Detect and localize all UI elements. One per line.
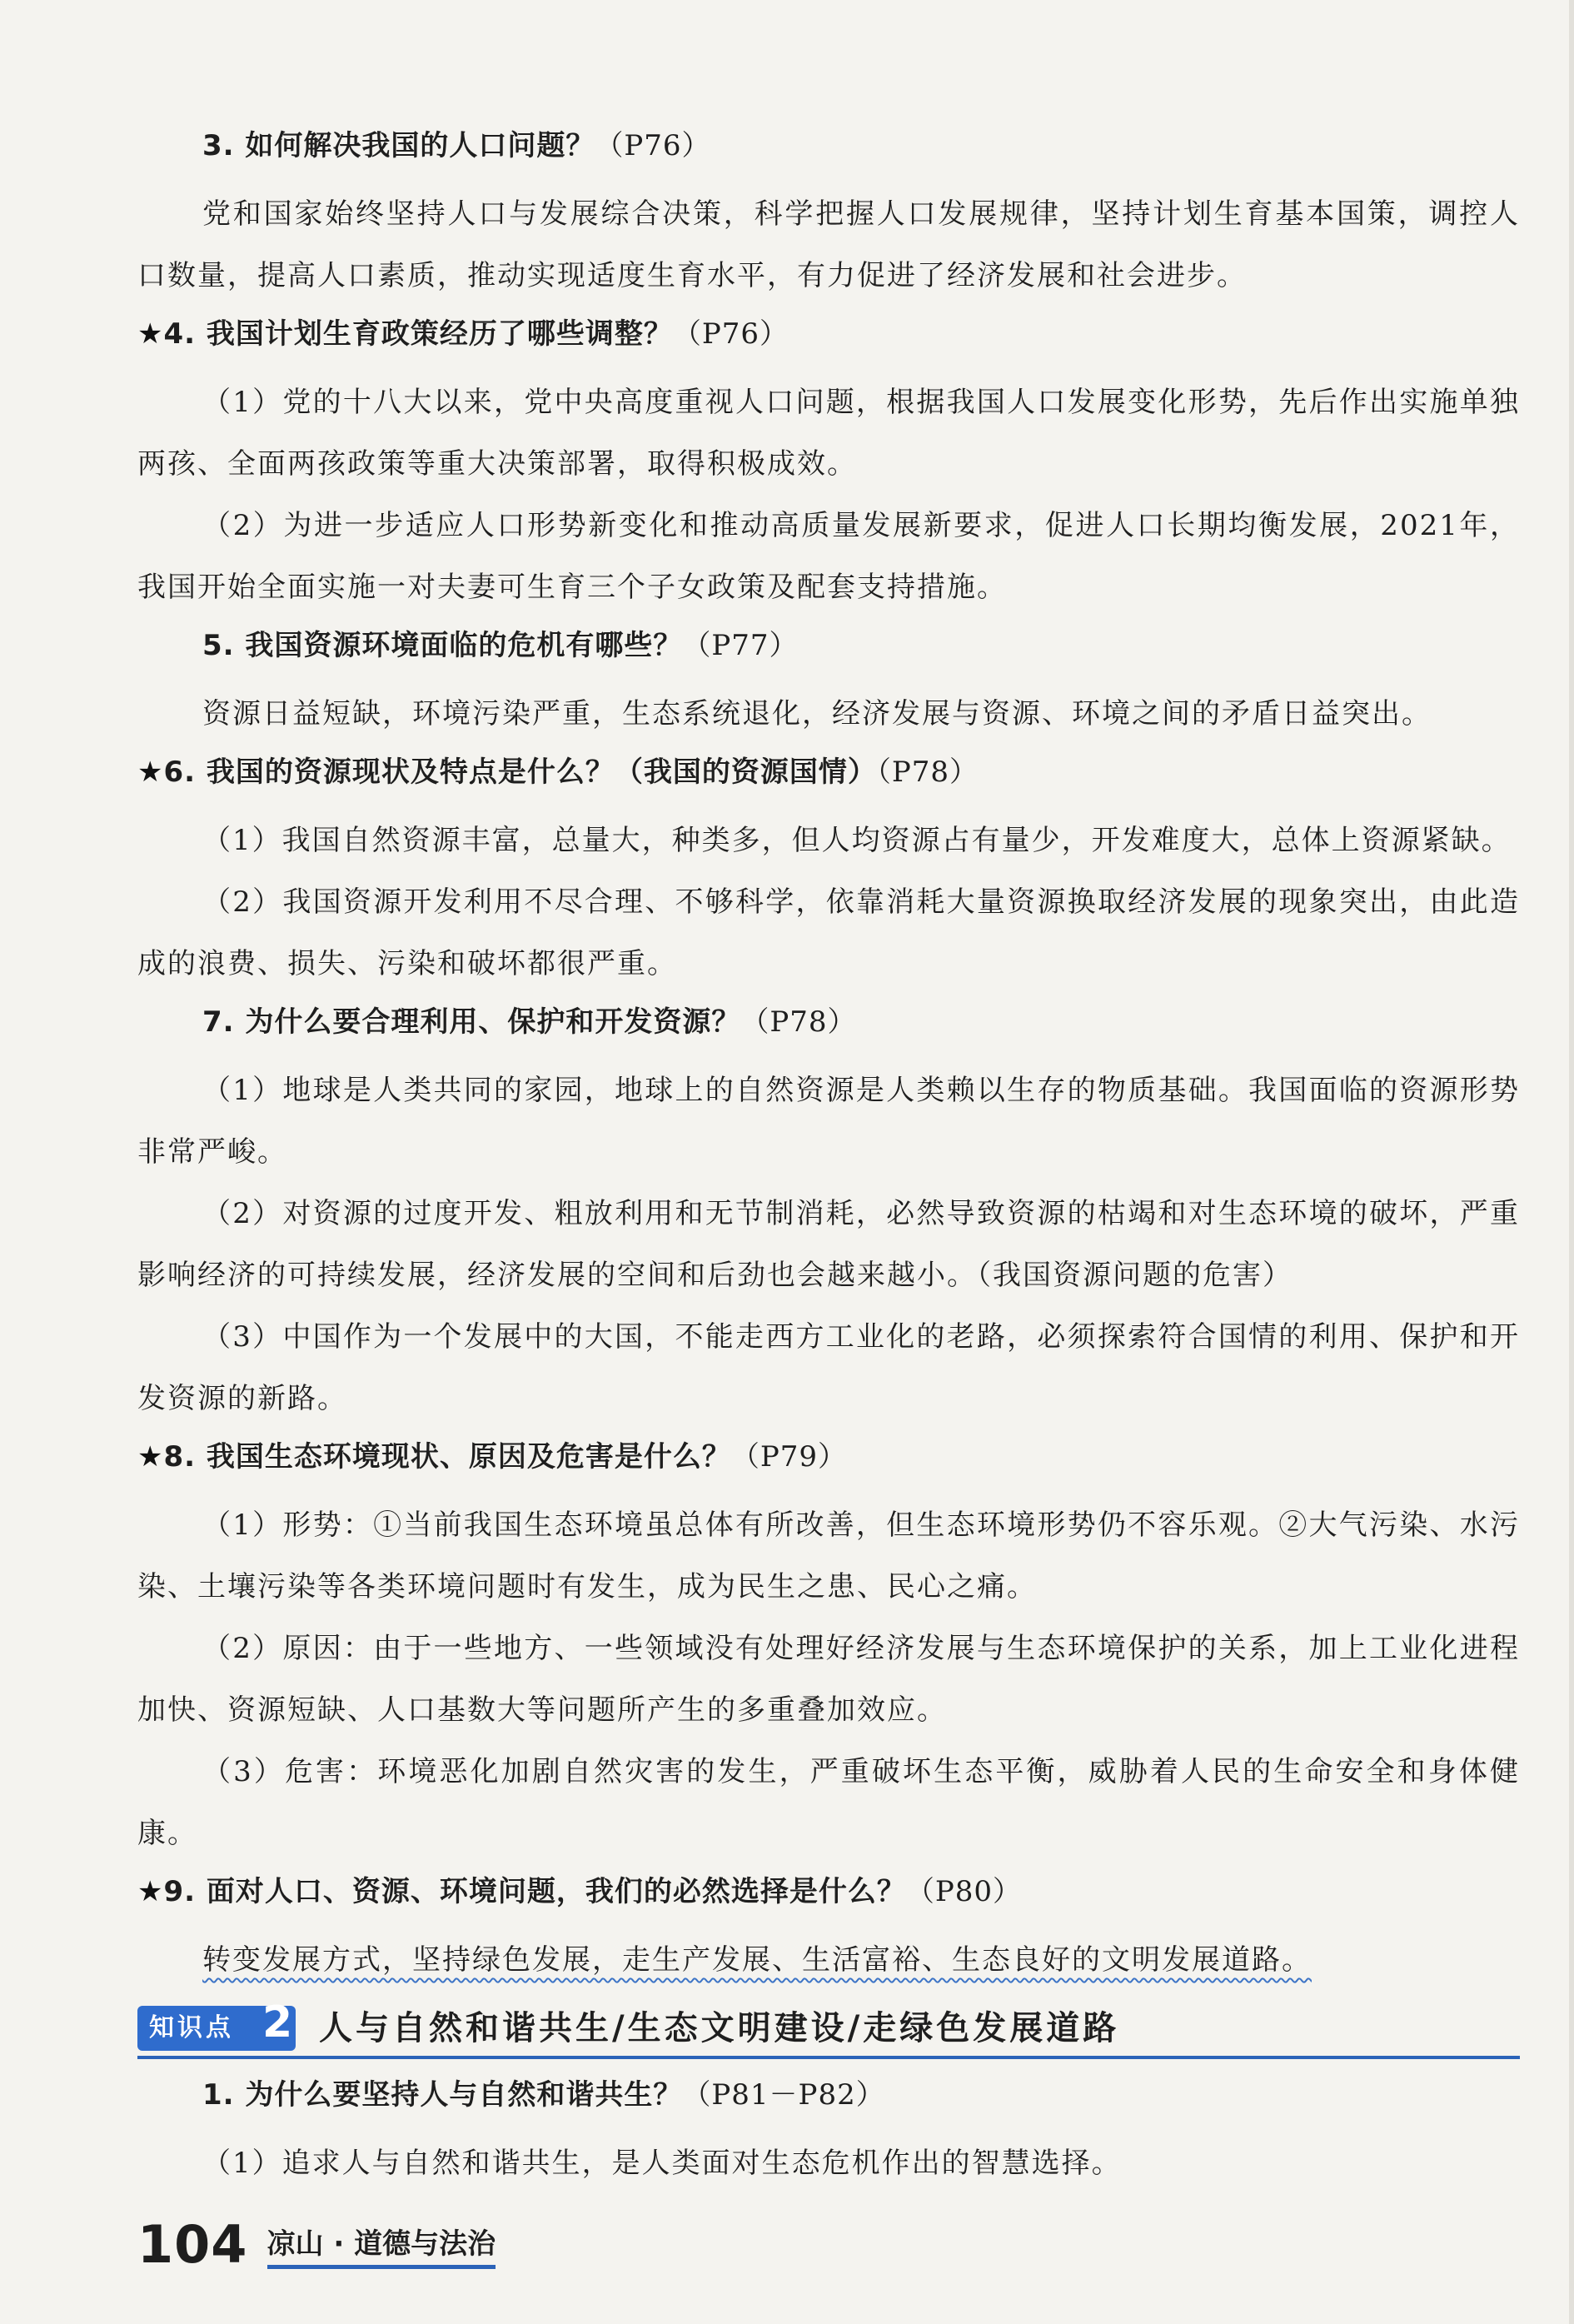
question-text: 6. 我国的资源现状及特点是什么？（我国的资源国情） (163, 756, 877, 789)
page-reference: （P78） (740, 1005, 857, 1039)
answer-paragraph: （1）追求人与自然和谐共生，是人类面对生态危机作出的智慧选择。 (202, 2147, 1122, 2180)
answer-paragraph-underlined: （1）我国自然资源丰富，总量大，种类多，但人均资源占有量少，开发难度大，总体上资源紧缺。 (202, 824, 1512, 857)
star-icon: ★ (137, 1440, 164, 1474)
star-icon: ★ (137, 756, 164, 789)
page-reference: （P79） (730, 1440, 848, 1474)
page-reference: （P77） (682, 629, 799, 662)
question-heading-9 (137, 1871, 1520, 1913)
question-heading-3 (202, 125, 1520, 167)
question-text: 4. 我国计划生育政策经历了哪些调整？ (163, 317, 673, 351)
answer-paragraph: （1）党的十八大以来，党中央高度重视人口问题，根据我国人口发展变化形势，先后作出实施单独两孩、全面两孩政策等重大决策部署，取得积极成效。 (137, 386, 1520, 481)
question-text: 3. 如何解决我国的人口问题？ (202, 129, 595, 162)
page-reference: （P81－P82） (682, 2078, 885, 2112)
question-text: 8. 我国生态环境现状、原因及危害是什么？ (163, 1440, 731, 1474)
knowledge-point-label: 知识点 (149, 2013, 234, 2042)
page-footer (137, 2216, 496, 2282)
page-reference: （P78） (876, 756, 979, 789)
page-reference: （P76） (595, 129, 711, 162)
answer-paragraph: （2）为进一步适应人口形势新变化和推动高质量发展新要求，促进人口长期均衡发展，2021年，我国开始全面实施一对夫妻可生育三个子女政策及配套支持措施。 (137, 509, 1520, 604)
question-heading-5 (202, 625, 1520, 666)
book-title: 凉山 · 道德与法治 (267, 2221, 496, 2269)
page-number: 104 (137, 2214, 248, 2275)
page-content (137, 125, 1520, 2194)
question-text: 5. 我国资源环境面临的危机有哪些？ (202, 629, 683, 662)
question-text: 1. 为什么要坚持人与自然和谐共生？ (202, 2078, 683, 2112)
page-reference: （P80） (905, 1875, 1023, 1908)
question-heading-kp2-1 (202, 2074, 1520, 2116)
knowledge-point-title: 人与自然和谐共生/生态文明建设/走绿色发展道路 (319, 2009, 1120, 2047)
knowledge-point-number: 2 (262, 1997, 293, 2047)
question-text: 7. 为什么要合理利用、保护和开发资源？ (202, 1005, 741, 1039)
question-heading-4 (137, 313, 1520, 355)
underlined-text: 转变发展方式，坚持绿色发展，走生产发展、生活富裕、生态良好的文明发展道路。 (202, 1943, 1312, 1977)
answer-paragraph: （1）形势：①当前我国生态环境虽总体有所改善，但生态环境形势仍不容乐观。②大气污染、水污染、土壤污染等各类环境问题时有发生，成为民生之患、民心之痛。 (137, 1509, 1520, 1603)
answer-paragraph: （2）对资源的过度开发、粗放利用和无节制消耗，必然导致资源的枯竭和对生态环境的破坏，严重影响经济的可持续发展，经济发展的空间和后劲也会越来越小。（我国资源问题的危害） (137, 1197, 1520, 1292)
question-heading-8 (137, 1436, 1520, 1478)
question-text: 9. 面对人口、资源、环境问题，我们的必然选择是什么？ (163, 1875, 906, 1908)
answer-paragraph: 资源日益短缺，环境污染严重，生态系统退化，经济发展与资源、环境之间的矛盾日益突出。 (202, 697, 1432, 731)
answer-paragraph-underlined (137, 1929, 1520, 1991)
star-icon: ★ (137, 317, 164, 351)
question-heading-7 (202, 1001, 1520, 1043)
answer-paragraph: 党和国家始终坚持人口与发展综合决策，科学把握人口发展规律，坚持计划生育基本国策，调控人口数量，提高人口素质，推动实现适度生育水平，有力促进了经济发展和社会进步。 (137, 197, 1520, 292)
answer-paragraph: （2）我国资源开发利用不尽合理、不够科学，依靠消耗大量资源换取经济发展的现象突出，由此造成的浪费、损失、污染和破坏都很严重。 (137, 885, 1520, 980)
answer-paragraph: （3）中国作为一个发展中的大国，不能走西方工业化的老路，必须探索符合国情的利用、保护和开发资源的新路。 (137, 1320, 1520, 1415)
page-edge (1569, 0, 1574, 2324)
answer-paragraph: （2）原因：由于一些地方、一些领域没有处理好经济发展与生态环境保护的关系，加上工业化进程加快、资源短缺、人口基数大等问题所产生的多重叠加效应。 (137, 1632, 1520, 1727)
question-heading-6 (137, 751, 1520, 793)
star-icon: ★ (137, 1875, 164, 1908)
answer-paragraph: （1）地球是人类共同的家园，地球上的自然资源是人类赖以生存的物质基础。我国面临的资源形势非常严峻。 (137, 1074, 1520, 1169)
answer-paragraph: （3）危害：环境恶化加剧自然灾害的发生，严重破坏生态平衡，威胁着人民的生命安全和身体健康。 (137, 1755, 1520, 1850)
page-reference: （P76） (672, 317, 789, 351)
knowledge-point-bar (137, 1997, 1520, 2059)
